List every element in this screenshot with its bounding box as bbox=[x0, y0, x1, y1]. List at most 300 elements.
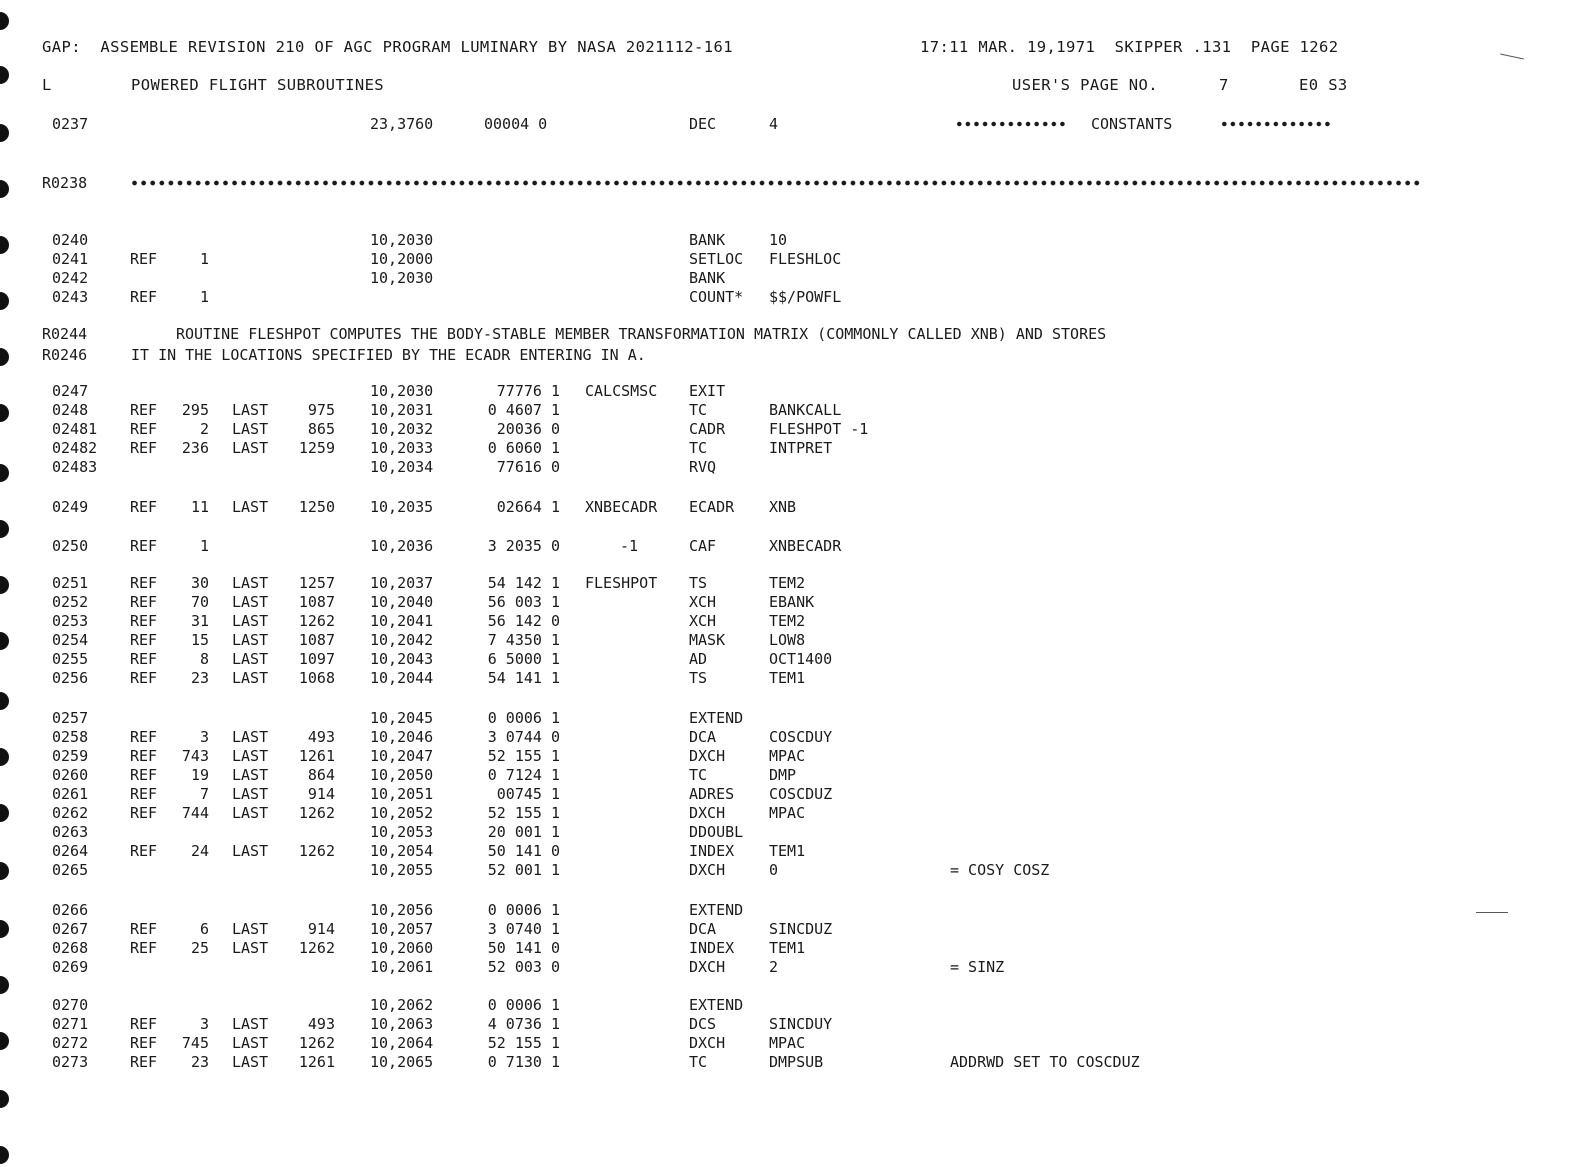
listing-row bbox=[0, 630, 1582, 650]
operand: 10 bbox=[769, 231, 788, 249]
listing-row bbox=[0, 230, 1582, 250]
listing-row bbox=[0, 900, 1582, 920]
octal-word: 52 155 1 bbox=[487, 804, 560, 822]
address: 10,2047 bbox=[370, 747, 434, 765]
punch-hole bbox=[0, 976, 9, 994]
last-page: 1068 bbox=[298, 669, 335, 687]
last-page: 865 bbox=[307, 420, 335, 438]
ref-count: 1 bbox=[199, 288, 209, 306]
ref-count: 743 bbox=[181, 747, 209, 765]
seq-number: 0243 bbox=[52, 288, 89, 306]
seq-number: 0257 bbox=[52, 709, 89, 727]
opcode: DEC bbox=[689, 115, 717, 133]
operand: FLESHLOC bbox=[769, 250, 842, 268]
octal-word: 3 2035 0 bbox=[487, 537, 560, 555]
listing-row bbox=[0, 381, 1582, 401]
operand: TEM1 bbox=[769, 669, 806, 687]
opcode: ECADR bbox=[689, 498, 735, 516]
octal-word: 0 0006 1 bbox=[487, 709, 560, 727]
remark-row bbox=[0, 324, 1582, 344]
seq-number: 02481 bbox=[52, 420, 98, 438]
octal-word: 02664 1 bbox=[496, 498, 560, 516]
seq-number: 0261 bbox=[52, 785, 89, 803]
octal-word: 3 0744 0 bbox=[487, 728, 560, 746]
remark-text: ROUTINE FLESHPOT COMPUTES THE BODY-STABLE MEMBER TRANSFORMATION MATRIX (COMMONLY CALLED XNB) AND STORES bbox=[176, 325, 1107, 343]
last-keyword: LAST bbox=[232, 920, 269, 938]
listing-row bbox=[0, 765, 1582, 785]
last-keyword: LAST bbox=[232, 1053, 269, 1071]
seq-number: 0259 bbox=[52, 747, 89, 765]
operand: TEM1 bbox=[769, 842, 806, 860]
address: 10,2032 bbox=[370, 420, 434, 438]
listing-row bbox=[0, 860, 1582, 880]
ref-keyword: REF bbox=[130, 1053, 158, 1071]
last-keyword: LAST bbox=[232, 593, 269, 611]
comment: ADDRWD SET TO COSCDUZ bbox=[950, 1053, 1140, 1071]
listing-row bbox=[0, 668, 1582, 688]
last-page: 1262 bbox=[298, 1034, 335, 1052]
ref-keyword: REF bbox=[130, 650, 158, 668]
ref-keyword: REF bbox=[130, 574, 158, 592]
seq-number: 02482 bbox=[52, 439, 98, 457]
opcode: TS bbox=[689, 574, 708, 592]
octal-word: 4 0736 1 bbox=[487, 1015, 560, 1033]
opcode: TC bbox=[689, 439, 708, 457]
address: 10,2061 bbox=[370, 958, 434, 976]
ref-keyword: REF bbox=[130, 250, 158, 268]
octal-word: 77776 1 bbox=[496, 382, 560, 400]
operand: TEM2 bbox=[769, 612, 806, 630]
address: 10,2053 bbox=[370, 823, 434, 841]
octal-word: 6 5000 1 bbox=[487, 650, 560, 668]
ref-count: 19 bbox=[190, 766, 209, 784]
listing-row bbox=[0, 727, 1582, 747]
eo-code: E0 S3 bbox=[1299, 76, 1348, 94]
opcode: BANK bbox=[689, 231, 726, 249]
seq-number: 0258 bbox=[52, 728, 89, 746]
last-keyword: LAST bbox=[232, 669, 269, 687]
header-timestamp-page: 17:11 MAR. 19,1971 SKIPPER .131 PAGE 1262 bbox=[920, 38, 1339, 56]
ref-count: 745 bbox=[181, 1034, 209, 1052]
octal-word: 0 0006 1 bbox=[487, 996, 560, 1014]
octal-word: 0 7124 1 bbox=[487, 766, 560, 784]
listing-row bbox=[0, 803, 1582, 823]
seq-number: 0265 bbox=[52, 861, 89, 879]
octal-word: 20036 0 bbox=[496, 420, 560, 438]
seq-number: 0242 bbox=[52, 269, 89, 287]
header-flag: L bbox=[42, 76, 52, 94]
asterisk-run-right bbox=[1220, 118, 1332, 130]
octal-word: 20 001 1 bbox=[487, 823, 560, 841]
seq-number: 0271 bbox=[52, 1015, 89, 1033]
ref-count: 24 bbox=[190, 842, 209, 860]
ref-count: 8 bbox=[199, 650, 209, 668]
seq-number: 0240 bbox=[52, 231, 89, 249]
opcode: SETLOC bbox=[689, 250, 744, 268]
asterisk-run-left bbox=[955, 118, 1067, 130]
ref-count: 30 bbox=[190, 574, 209, 592]
ref-keyword: REF bbox=[130, 785, 158, 803]
last-keyword: LAST bbox=[232, 1015, 269, 1033]
seq-number: 0267 bbox=[52, 920, 89, 938]
address: 10,2044 bbox=[370, 669, 434, 687]
last-page: 864 bbox=[307, 766, 335, 784]
operand: 4 bbox=[769, 115, 779, 133]
last-keyword: LAST bbox=[232, 631, 269, 649]
address: 10,2063 bbox=[370, 1015, 434, 1033]
opcode: DXCH bbox=[689, 1034, 726, 1052]
listing-row bbox=[0, 249, 1582, 269]
octal-word: 52 003 0 bbox=[487, 958, 560, 976]
opcode: TC bbox=[689, 401, 708, 419]
octal-word: 54 142 1 bbox=[487, 574, 560, 592]
last-page: 1259 bbox=[298, 439, 335, 457]
opcode: EXTEND bbox=[689, 709, 744, 727]
last-keyword: LAST bbox=[232, 401, 269, 419]
ref-count: 11 bbox=[190, 498, 209, 516]
listing-row bbox=[0, 268, 1582, 288]
address: 10,2060 bbox=[370, 939, 434, 957]
listing-row bbox=[0, 1052, 1582, 1072]
operand: COSCDUY bbox=[769, 728, 833, 746]
address: 10,2065 bbox=[370, 1053, 434, 1071]
octal-word: 77616 0 bbox=[496, 458, 560, 476]
scan-mark bbox=[1500, 54, 1524, 60]
last-keyword: LAST bbox=[232, 766, 269, 784]
operand: 0 bbox=[769, 861, 779, 879]
seq-number: 0260 bbox=[52, 766, 89, 784]
ref-keyword: REF bbox=[130, 747, 158, 765]
last-keyword: LAST bbox=[232, 939, 269, 957]
seq-number: 0273 bbox=[52, 1053, 89, 1071]
seq-number: R0246 bbox=[42, 346, 88, 364]
ref-count: 23 bbox=[190, 1053, 209, 1071]
seq-number: 02483 bbox=[52, 458, 98, 476]
seq-number: 0241 bbox=[52, 250, 89, 268]
octal-word: 0 7130 1 bbox=[487, 1053, 560, 1071]
ref-count: 744 bbox=[181, 804, 209, 822]
remark-text: IT IN THE LOCATIONS SPECIFIED BY THE ECADR ENTERING IN A. bbox=[131, 346, 646, 364]
last-page: 1257 bbox=[298, 574, 335, 592]
listing-row bbox=[0, 1014, 1582, 1034]
ref-keyword: REF bbox=[130, 669, 158, 687]
ref-keyword: REF bbox=[130, 1034, 158, 1052]
operand: DMP bbox=[769, 766, 797, 784]
seq-number: 0268 bbox=[52, 939, 89, 957]
octal-word: 54 141 1 bbox=[487, 669, 560, 687]
last-page: 914 bbox=[307, 920, 335, 938]
address: 10,2030 bbox=[370, 382, 434, 400]
address: 10,2041 bbox=[370, 612, 434, 630]
operand: XNB bbox=[769, 498, 797, 516]
octal-word: 50 141 0 bbox=[487, 939, 560, 957]
opcode: XCH bbox=[689, 612, 717, 630]
ref-keyword: REF bbox=[130, 728, 158, 746]
listing-row bbox=[0, 1033, 1582, 1053]
seq-number: 0237 bbox=[52, 115, 89, 133]
asterisk-separator bbox=[130, 176, 1420, 190]
comment: = SINZ bbox=[950, 958, 1005, 976]
last-keyword: LAST bbox=[232, 650, 269, 668]
octal-word: 3 0740 1 bbox=[487, 920, 560, 938]
seq-number: 0266 bbox=[52, 901, 89, 919]
octal-word: 0 6060 1 bbox=[487, 439, 560, 457]
operand: INTPRET bbox=[769, 439, 833, 457]
last-keyword: LAST bbox=[232, 785, 269, 803]
last-page: 1097 bbox=[298, 650, 335, 668]
listing-row bbox=[0, 938, 1582, 958]
comment: = COSY COSZ bbox=[950, 861, 1050, 879]
ref-keyword: REF bbox=[130, 939, 158, 957]
address: 10,2040 bbox=[370, 593, 434, 611]
ref-count: 7 bbox=[199, 785, 209, 803]
octal-word: 52 001 1 bbox=[487, 861, 560, 879]
label: FLESHPOT bbox=[585, 574, 658, 592]
octal-word: 0 0006 1 bbox=[487, 901, 560, 919]
octal-word: 00004 0 bbox=[484, 115, 548, 133]
operand: 2 bbox=[769, 958, 779, 976]
address: 10,2050 bbox=[370, 766, 434, 784]
octal-word: 52 155 1 bbox=[487, 1034, 560, 1052]
seq-number: 0263 bbox=[52, 823, 89, 841]
octal-word: 00745 1 bbox=[496, 785, 560, 803]
listing-row bbox=[0, 611, 1582, 631]
last-page: 1262 bbox=[298, 804, 335, 822]
ref-keyword: REF bbox=[130, 439, 158, 457]
opcode: INDEX bbox=[689, 842, 735, 860]
last-keyword: LAST bbox=[232, 439, 269, 457]
punch-hole bbox=[0, 1090, 9, 1108]
ref-keyword: REF bbox=[130, 593, 158, 611]
address: 10,2055 bbox=[370, 861, 434, 879]
operand: SINCDUZ bbox=[769, 920, 833, 938]
ref-keyword: REF bbox=[130, 288, 158, 306]
listing-row bbox=[0, 573, 1582, 593]
listing-row bbox=[0, 822, 1582, 842]
opcode: AD bbox=[689, 650, 708, 668]
listing-row bbox=[0, 400, 1582, 420]
listing-row bbox=[0, 592, 1582, 612]
address: 10,2031 bbox=[370, 401, 434, 419]
punch-hole bbox=[0, 1146, 9, 1164]
opcode: DXCH bbox=[689, 958, 726, 976]
ref-count: 1 bbox=[199, 250, 209, 268]
address: 10,2062 bbox=[370, 996, 434, 1014]
last-page: 1261 bbox=[298, 1053, 335, 1071]
opcode: BANK bbox=[689, 269, 726, 287]
operand: TEM2 bbox=[769, 574, 806, 592]
octal-word: 56 142 0 bbox=[487, 612, 560, 630]
ref-count: 23 bbox=[190, 669, 209, 687]
operand: XNBECADR bbox=[769, 537, 842, 555]
address: 10,2034 bbox=[370, 458, 434, 476]
ref-keyword: REF bbox=[130, 612, 158, 630]
last-page: 1262 bbox=[298, 612, 335, 630]
seq-number: 0269 bbox=[52, 958, 89, 976]
opcode: DDOUBL bbox=[689, 823, 744, 841]
address: 10,2045 bbox=[370, 709, 434, 727]
listing-row bbox=[0, 457, 1582, 477]
address: 10,2056 bbox=[370, 901, 434, 919]
last-keyword: LAST bbox=[232, 612, 269, 630]
seq-number: 0253 bbox=[52, 612, 89, 630]
listing-row bbox=[0, 419, 1582, 439]
opcode: COUNT* bbox=[689, 288, 744, 306]
octal-word: 7 4350 1 bbox=[487, 631, 560, 649]
address: 10,2054 bbox=[370, 842, 434, 860]
operand: BANKCALL bbox=[769, 401, 842, 419]
seq-number: 0254 bbox=[52, 631, 89, 649]
opcode: CADR bbox=[689, 420, 726, 438]
opcode: DCS bbox=[689, 1015, 717, 1033]
ref-keyword: REF bbox=[130, 804, 158, 822]
listing-row bbox=[0, 841, 1582, 861]
listing-row bbox=[0, 497, 1582, 517]
ref-count: 1 bbox=[199, 537, 209, 555]
listing-row bbox=[0, 746, 1582, 766]
opcode: EXTEND bbox=[689, 996, 744, 1014]
last-page: 914 bbox=[307, 785, 335, 803]
opcode: XCH bbox=[689, 593, 717, 611]
operand: DMPSUB bbox=[769, 1053, 824, 1071]
opcode: EXTEND bbox=[689, 901, 744, 919]
last-page: 1087 bbox=[298, 593, 335, 611]
seq-number: 0247 bbox=[52, 382, 89, 400]
label: -1 bbox=[620, 537, 639, 555]
ref-count: 15 bbox=[190, 631, 209, 649]
listing-row bbox=[0, 287, 1582, 307]
address: 10,2042 bbox=[370, 631, 434, 649]
opcode: RVQ bbox=[689, 458, 717, 476]
operand: MPAC bbox=[769, 747, 806, 765]
header-line-1: GAP: ASSEMBLE REVISION 210 OF AGC PROGRAM LUMINARY BY NASA 2021112-161 bbox=[42, 38, 733, 56]
operand: OCT1400 bbox=[769, 650, 833, 668]
ref-count: 3 bbox=[199, 728, 209, 746]
operand: FLESHPOT -1 bbox=[769, 420, 869, 438]
seq-number: 0255 bbox=[52, 650, 89, 668]
address: 10,2046 bbox=[370, 728, 434, 746]
operand: COSCDUZ bbox=[769, 785, 833, 803]
last-keyword: LAST bbox=[232, 804, 269, 822]
ref-keyword: REF bbox=[130, 401, 158, 419]
address: 10,2035 bbox=[370, 498, 434, 516]
opcode: MASK bbox=[689, 631, 726, 649]
address: 10,2036 bbox=[370, 537, 434, 555]
address: 10,2030 bbox=[370, 269, 434, 287]
octal-word: 56 003 1 bbox=[487, 593, 560, 611]
last-page: 1262 bbox=[298, 939, 335, 957]
ref-keyword: REF bbox=[130, 920, 158, 938]
octal-word: 52 155 1 bbox=[487, 747, 560, 765]
address: 10,2051 bbox=[370, 785, 434, 803]
opcode: DCA bbox=[689, 920, 717, 938]
seq-number: R0244 bbox=[42, 325, 88, 343]
punch-hole bbox=[0, 66, 9, 84]
octal-word: 50 141 0 bbox=[487, 842, 560, 860]
constants-label: CONSTANTS bbox=[1091, 115, 1173, 133]
opcode: ADRES bbox=[689, 785, 735, 803]
label: XNBECADR bbox=[585, 498, 658, 516]
seq-number: 0251 bbox=[52, 574, 89, 592]
opcode: DXCH bbox=[689, 747, 726, 765]
ref-count: 70 bbox=[190, 593, 209, 611]
ref-count: 25 bbox=[190, 939, 209, 957]
last-keyword: LAST bbox=[232, 728, 269, 746]
ref-count: 3 bbox=[199, 1015, 209, 1033]
label: CALCSMSC bbox=[585, 382, 658, 400]
operand: MPAC bbox=[769, 804, 806, 822]
last-page: 493 bbox=[307, 728, 335, 746]
seq-number: 0249 bbox=[52, 498, 89, 516]
operand: $$/POWFL bbox=[769, 288, 842, 306]
ref-keyword: REF bbox=[130, 631, 158, 649]
opcode: TC bbox=[689, 1053, 708, 1071]
opcode: DCA bbox=[689, 728, 717, 746]
address: 10,2037 bbox=[370, 574, 434, 592]
seq-number: 0262 bbox=[52, 804, 89, 822]
ref-count: 236 bbox=[181, 439, 209, 457]
opcode: INDEX bbox=[689, 939, 735, 957]
seq-number: R0238 bbox=[42, 174, 88, 192]
address: 10,2064 bbox=[370, 1034, 434, 1052]
ref-keyword: REF bbox=[130, 537, 158, 555]
ref-keyword: REF bbox=[130, 842, 158, 860]
operand: SINCDUY bbox=[769, 1015, 833, 1033]
ref-count: 2 bbox=[199, 420, 209, 438]
ref-keyword: REF bbox=[130, 420, 158, 438]
operand: LOW8 bbox=[769, 631, 806, 649]
opcode: DXCH bbox=[689, 804, 726, 822]
listing-row bbox=[0, 649, 1582, 669]
last-keyword: LAST bbox=[232, 498, 269, 516]
seq-number: 0252 bbox=[52, 593, 89, 611]
seq-number: 0248 bbox=[52, 401, 89, 419]
seq-number: 0270 bbox=[52, 996, 89, 1014]
operand: TEM1 bbox=[769, 939, 806, 957]
ref-keyword: REF bbox=[130, 766, 158, 784]
users-page-number: 7 bbox=[1219, 76, 1229, 94]
address: 10,2033 bbox=[370, 439, 434, 457]
last-keyword: LAST bbox=[232, 574, 269, 592]
punch-hole bbox=[0, 12, 9, 30]
last-page: 1261 bbox=[298, 747, 335, 765]
last-page: 1262 bbox=[298, 842, 335, 860]
last-keyword: LAST bbox=[232, 747, 269, 765]
ref-count: 6 bbox=[199, 920, 209, 938]
last-page: 1087 bbox=[298, 631, 335, 649]
listing-row bbox=[0, 957, 1582, 977]
operand: EBANK bbox=[769, 593, 815, 611]
ref-count: 295 bbox=[181, 401, 209, 419]
ref-keyword: REF bbox=[130, 1015, 158, 1033]
seq-number: 0250 bbox=[52, 537, 89, 555]
last-keyword: LAST bbox=[232, 420, 269, 438]
remark-row bbox=[0, 345, 1582, 365]
listing-row bbox=[0, 536, 1582, 556]
listing-row bbox=[0, 708, 1582, 728]
last-page: 1250 bbox=[298, 498, 335, 516]
address: 10,2057 bbox=[370, 920, 434, 938]
address: 10,2043 bbox=[370, 650, 434, 668]
users-page-label: USER'S PAGE NO. bbox=[1012, 76, 1158, 94]
opcode: CAF bbox=[689, 537, 717, 555]
listing-row bbox=[0, 784, 1582, 804]
opcode: EXIT bbox=[689, 382, 726, 400]
constants-row bbox=[0, 114, 1582, 134]
listing-row bbox=[0, 919, 1582, 939]
address: 10,2030 bbox=[370, 231, 434, 249]
last-page: 493 bbox=[307, 1015, 335, 1033]
